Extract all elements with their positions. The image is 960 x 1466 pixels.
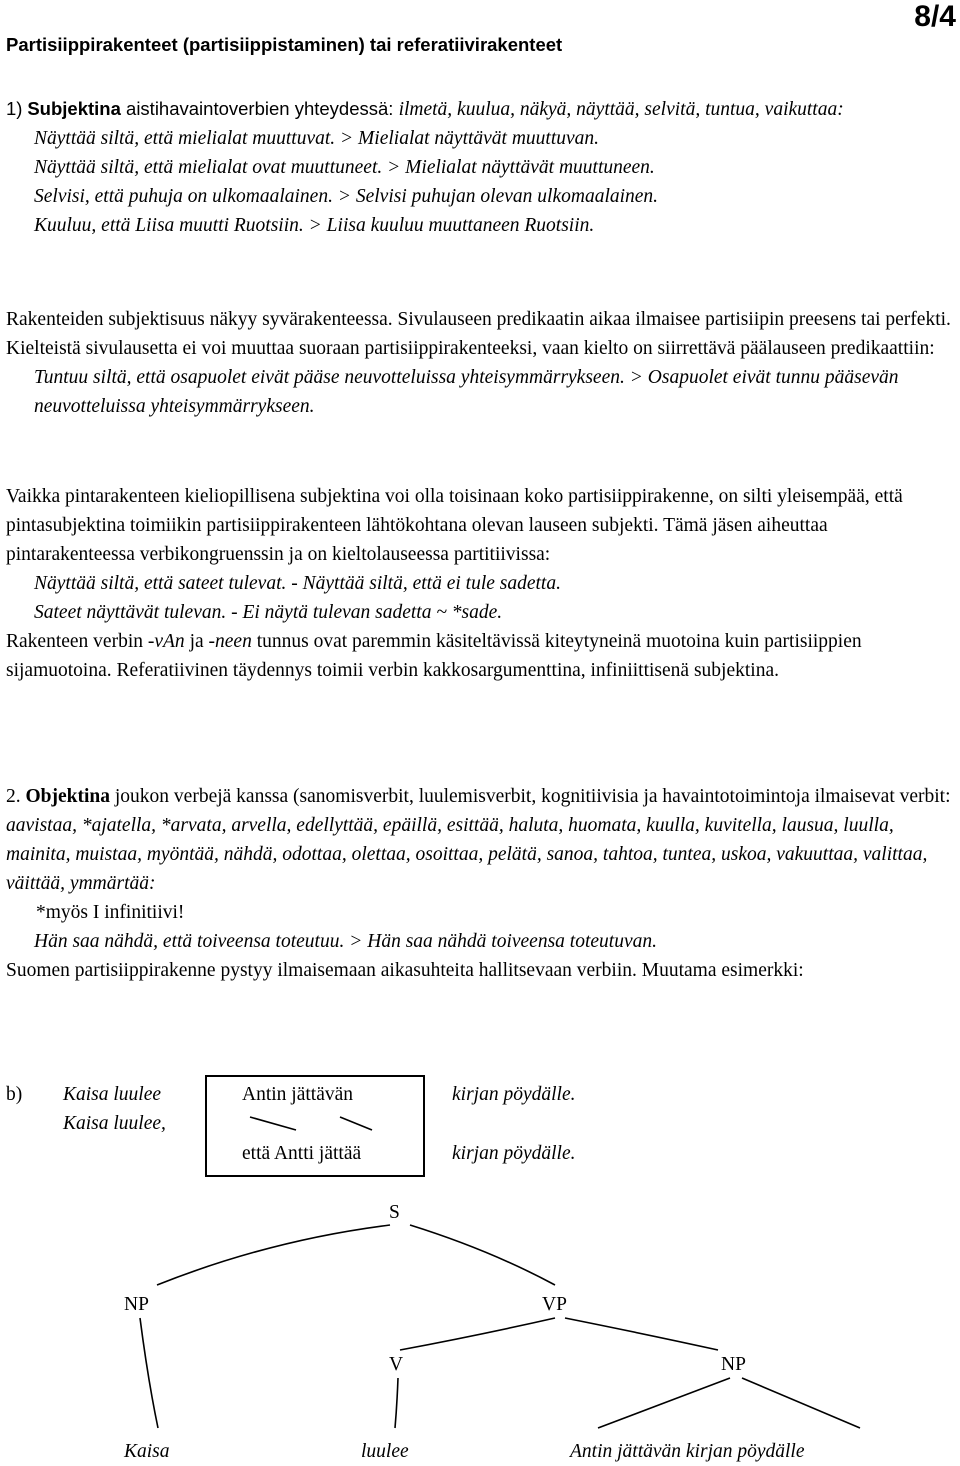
section-term: Subjektina	[27, 98, 121, 119]
tree-node-s: S	[389, 1202, 400, 1223]
section-desc: joukon verbejä kanssa (sanomisverbit, luulemisverbit, kognitiivisia ja havaintotoimintoja ilmaisevat verbit:	[110, 786, 951, 807]
suffix-van: vAn	[154, 631, 185, 652]
example-line: Näyttää siltä, että mielialat ovat muuttuneet. > Mielialat näyttävät muuttuneen.	[34, 157, 655, 178]
example-line: Kuuluu, että Liisa muutti Ruotsiin. > Liisa kuuluu muuttaneen Ruotsiin.	[34, 215, 595, 236]
section-number: 1)	[6, 98, 23, 119]
tree-branch-v-luulee	[395, 1378, 398, 1428]
section-desc: aistihavaintoverbien yhteydessä:	[120, 98, 399, 119]
page-number: 8/4	[914, 0, 956, 33]
paragraph-text: Suomen partisiippirakenne pystyy ilmaisemaan aikasuhteita hallitsevaan verbiin. Muutama esimerkki:	[6, 960, 804, 981]
example-b-line3-mid: että Antti jättää	[242, 1143, 362, 1164]
note-line: *myös I infinitiivi!	[36, 902, 185, 923]
tree-node-v: V	[389, 1354, 404, 1375]
tree-leaf-luulee: luulee	[361, 1441, 409, 1462]
example-b-line3-right: kirjan pöydälle.	[452, 1143, 576, 1164]
example-b-line1-left: Kaisa luulee	[63, 1084, 162, 1105]
tree-branch-s-np	[157, 1225, 390, 1285]
paragraph-text: Rakenteiden subjektisuus näkyy syvärakenteessa. Sivulauseen predikaatin aikaa ilmaisee partisiipin preesens tai perfekti. Kielteistä sivulausetta ei voi muuttaa suoraan partisiippirakenteeksi, vaan kielto on siirrettävä päälauseen predikaattiin:	[6, 309, 951, 359]
page-title: Partisiippirakenteet (partisiippistaminen) tai referatiivirakenteet	[6, 34, 563, 55]
transform-arrow-line	[250, 1117, 296, 1130]
tree-triangle-right	[742, 1378, 860, 1428]
tree-triangle-left	[598, 1378, 730, 1428]
verb-list: ilmetä, kuulua, näkyä, näyttää, selvitä, tuntua, vaikuttaa:	[398, 99, 844, 120]
transform-arrow-line	[340, 1117, 372, 1130]
example-line: Hän saa nähdä, että toiveensa toteutuu. > Hän saa nähdä toiveensa toteutuvan.	[34, 931, 657, 952]
example-label: b)	[6, 1084, 23, 1105]
example-b-line1-mid: Antin jättävän	[242, 1084, 354, 1105]
tree-leaf-kaisa: Kaisa	[124, 1441, 170, 1462]
example-line: Näyttää siltä, että mielialat muuttuvat. > Mielialat näyttävät muuttuvan.	[34, 128, 600, 149]
section-term: Objektina	[25, 786, 111, 807]
tree-node-np: NP	[124, 1294, 149, 1315]
negation-example: Tuntuu siltä, että osapuolet eivät pääse neuvotteluissa yhteisymmärrykseen. > Osapuolet eivät tunnu pääsevän neuvotteluissa yhteisymmärrykseen.	[34, 367, 899, 417]
paragraph-text: Vaikka pintarakenteen kieliopillisena subjektina voi olla toisinaan koko partisiippirakenne, on silti yleisempää, että pintasubjektina toimiikin partisiippirakenteen lähtökohtana olevan lauseen subjekti. Tämä jäsen aiheuttaa pintarakenteessa verbikongruenssin ja on kieltolauseessa partitiivissa:	[6, 486, 903, 565]
example-line: Selvisi, että puhuja on ulkomaalainen. > Selvisi puhujan olevan ulkomaalainen.	[34, 186, 659, 207]
suffix-neen: neen	[215, 631, 252, 652]
tree-node-np2: NP	[721, 1354, 746, 1375]
suffix-paragraph: Rakenteen verbin -vAn ja -neen tunnus ovat paremmin käsiteltävissä kiteytyneinä muotoina kuin partisiippien sijamuotoina. Referatiivinen täydennys toimii verbin kakkosargumenttina, infiniittisenä subjektina.	[6, 631, 862, 681]
verb-list: aavistaa, *ajatella, *arvata, arvella, edellyttää, epäillä, esittää, haluta, huomata, kuulla, kuvitella, lausua, luulla, mainita, muistaa, myöntää, nähdä, odottaa, olettaa, osoittaa, pelätä, sanoa, tahtoa, tuntea, uskoa, vakuuttaa, valittaa, väittää, ymmärtää:	[6, 815, 928, 894]
example-b-line1-right: kirjan pöydälle.	[452, 1084, 576, 1105]
example-line: Näyttää siltä, että sateet tulevat. - Näyttää siltä, että ei tule sadetta.	[34, 573, 561, 594]
tree-node-vp: VP	[542, 1294, 567, 1315]
example-b-line2-left: Kaisa luulee,	[63, 1113, 166, 1134]
tree-branch-np-kaisa	[140, 1318, 158, 1428]
tree-leaf-phrase: Antin jättävän kirjan pöydälle	[570, 1441, 805, 1462]
example-line: Sateet näyttävät tulevan. - Ei näytä tulevan sadetta ~ *sade.	[34, 602, 503, 623]
tree-branch-vp-v	[400, 1318, 555, 1350]
tree-branch-vp-np	[565, 1318, 718, 1350]
tree-branch-s-vp	[410, 1225, 555, 1285]
section-number: 2.	[6, 786, 26, 807]
